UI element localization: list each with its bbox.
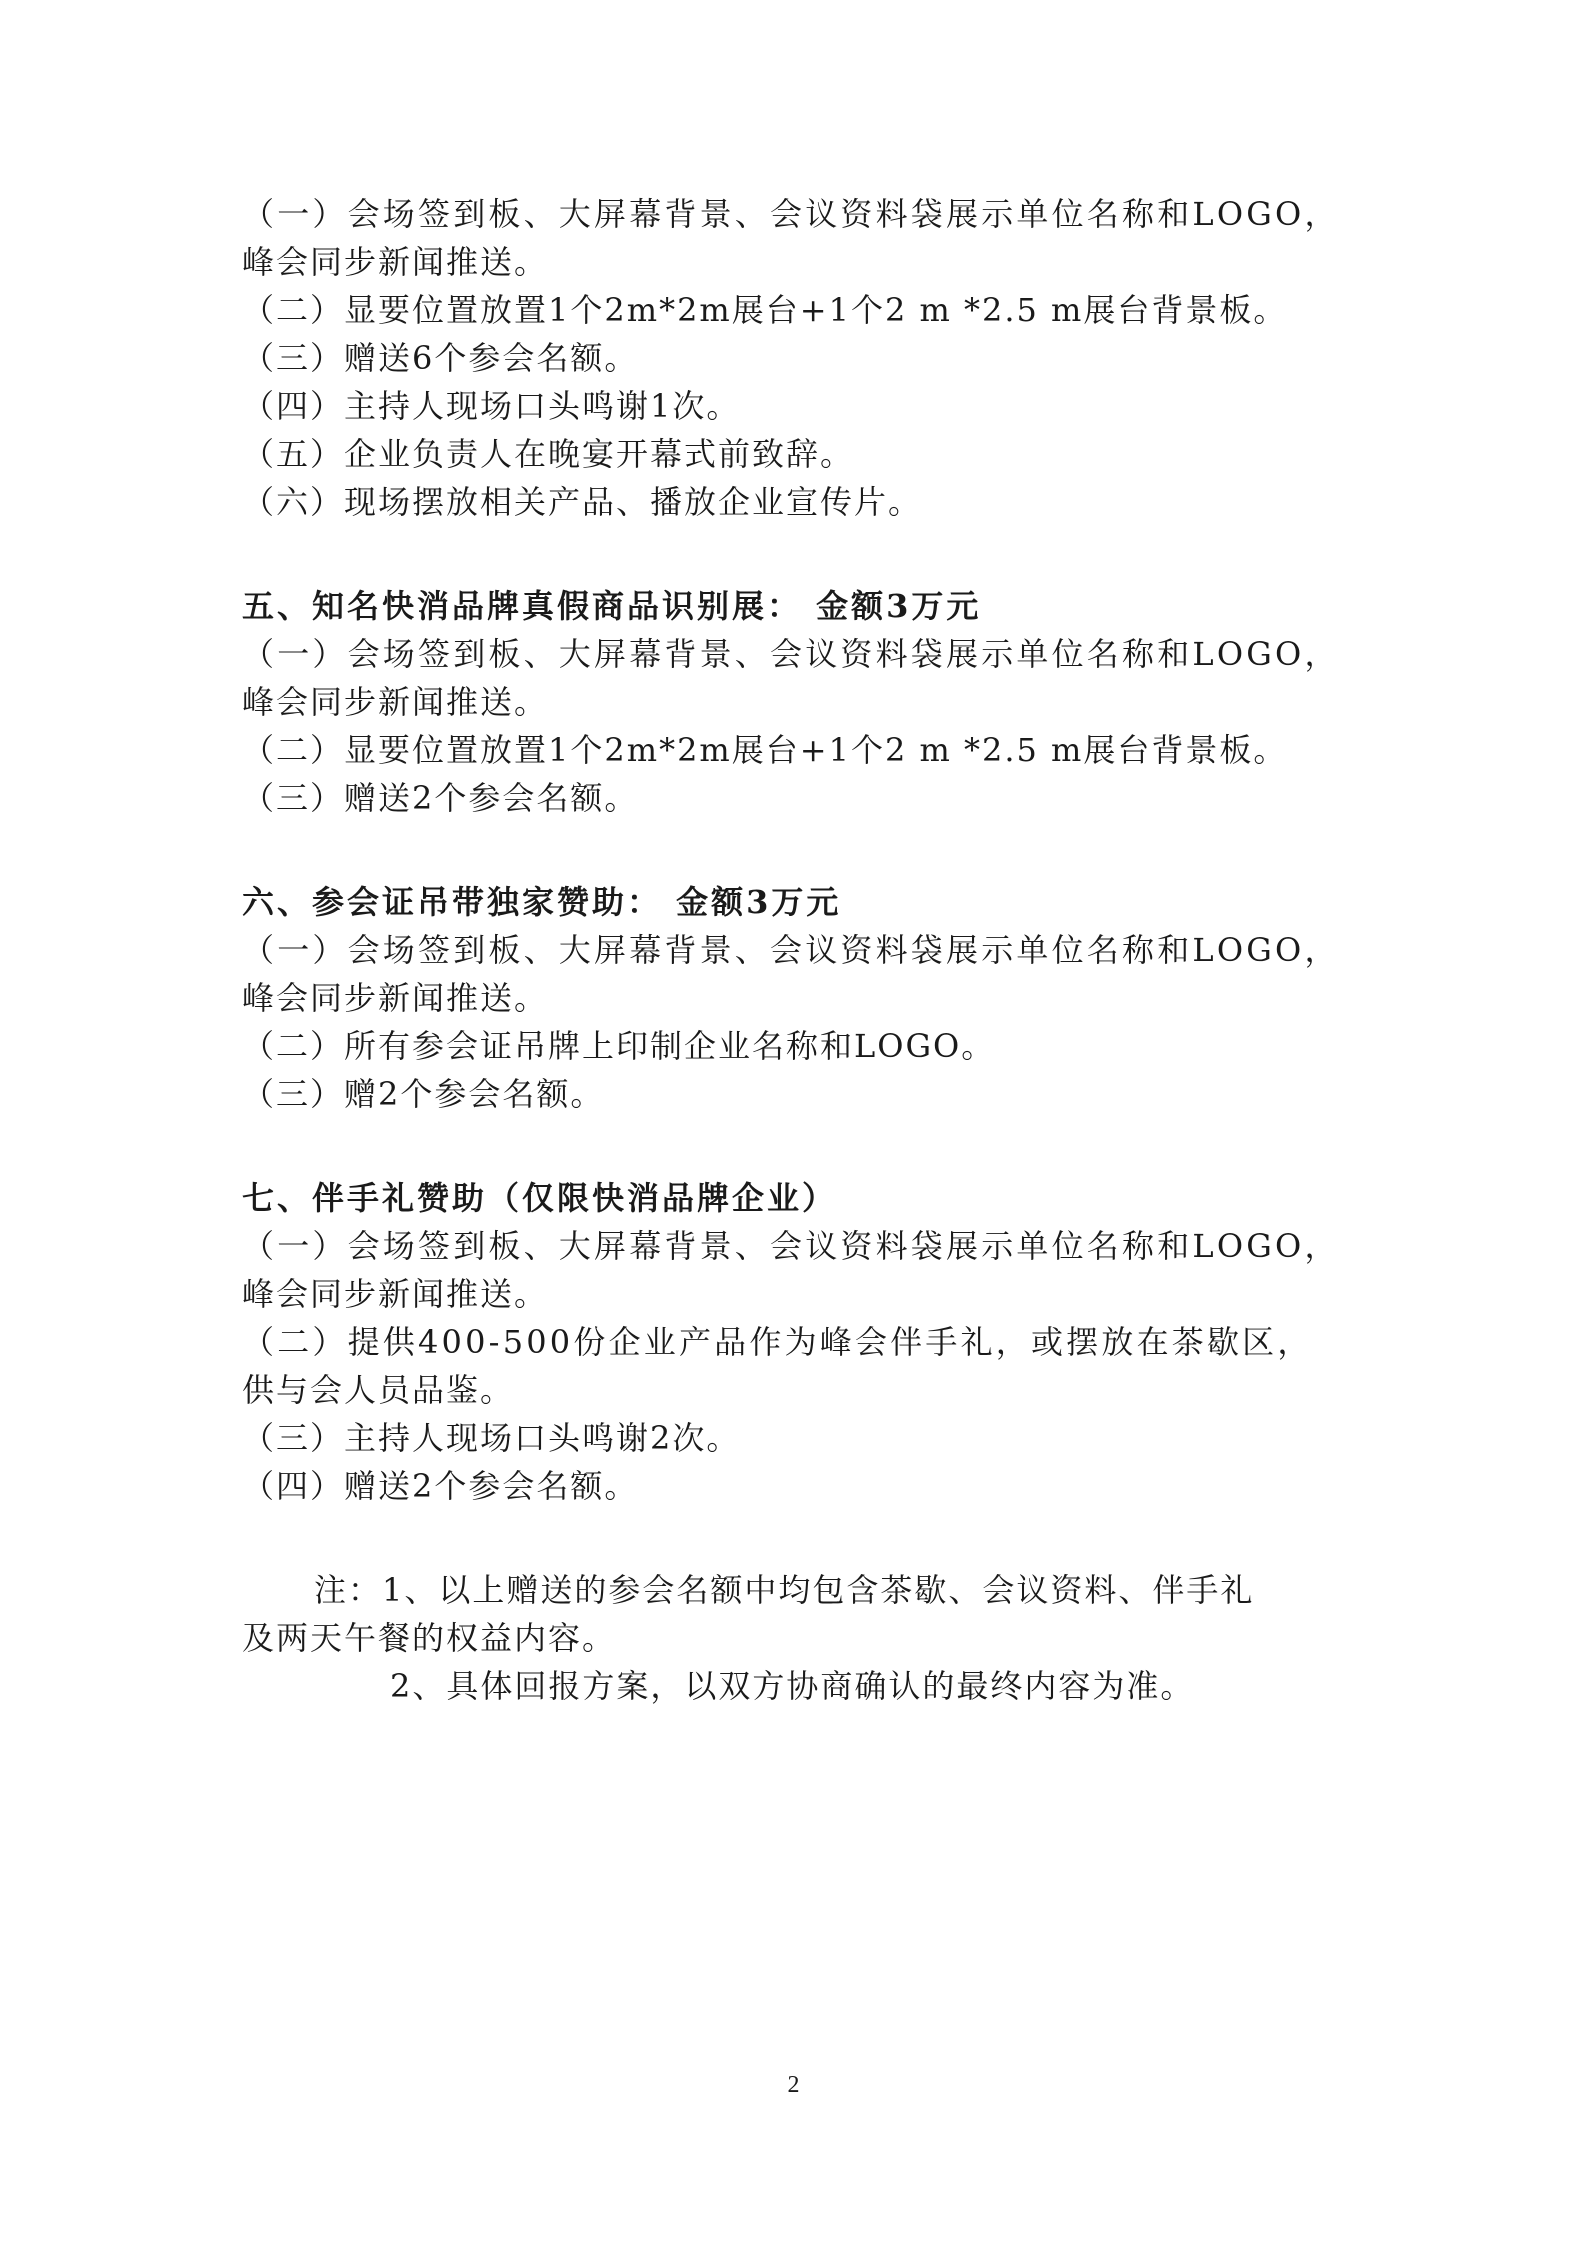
list-item: （四）主持人现场口头鸣谢1次。 [242, 387, 741, 425]
list-item-continuation: 峰会同步新闻推送。 [242, 683, 549, 721]
section-heading: 六、参会证吊带独家赞助： 金额3万元 [242, 883, 842, 921]
document-body [242, 190, 1362, 1710]
page-number: 2 [787, 2072, 800, 2098]
list-item: （三）赠2个参会名额。 [242, 1075, 605, 1113]
list-item: （一）会场签到板、大屏幕背景、会议资料袋展示单位名称和LOGO， [242, 635, 1340, 673]
section-six [242, 878, 1362, 1118]
list-item: （二）显要位置放置1个2m*2m展台+1个2 m *2.5 m展台背景板。 [242, 291, 1288, 329]
list-item: （一）会场签到板、大屏幕背景、会议资料袋展示单位名称和LOGO， [242, 1227, 1340, 1265]
list-item-continuation: 峰会同步新闻推送。 [242, 979, 549, 1017]
list-item: （六）现场摆放相关产品、播放企业宣传片。 [242, 483, 923, 521]
section-gap [242, 1510, 1362, 1566]
list-item: （二）显要位置放置1个2m*2m展台+1个2 m *2.5 m展台背景板。 [242, 731, 1288, 769]
list-item: （三）主持人现场口头鸣谢2次。 [242, 1419, 741, 1457]
list-item: （五）企业负责人在晚宴开幕式前致辞。 [242, 435, 855, 473]
section-seven [242, 1174, 1362, 1510]
section-gap [242, 526, 1362, 582]
list-item: （三）赠送6个参会名额。 [242, 339, 639, 377]
section-gap [242, 1118, 1362, 1174]
list-item: （二）所有参会证吊牌上印制企业名称和LOGO。 [242, 1027, 996, 1065]
list-item-continuation: 峰会同步新闻推送。 [242, 1275, 549, 1313]
list-item-continuation: 峰会同步新闻推送。 [242, 243, 549, 281]
list-item: （一）会场签到板、大屏幕背景、会议资料袋展示单位名称和LOGO， [242, 195, 1340, 233]
list-item: （三）赠送2个参会名额。 [242, 779, 639, 817]
note-block [242, 1566, 1362, 1710]
section-five [242, 582, 1362, 822]
note-line: 及两天午餐的权益内容。 [242, 1619, 617, 1657]
section-continued [242, 190, 1362, 526]
section-heading: 七、伴手礼赞助（仅限快消品牌企业） [242, 1179, 838, 1217]
list-item-continuation: 供与会人员品鉴。 [242, 1371, 515, 1409]
section-heading: 五、知名快消品牌真假商品识别展： 金额3万元 [242, 587, 982, 625]
note-line: 注：1、以上赠送的参会名额中均包含茶歇、会议资料、伴手礼 [314, 1571, 1255, 1609]
list-item: （二）提供400-500份企业产品作为峰会伴手礼，或摆放在茶歇区， [242, 1323, 1313, 1361]
note-line: 2、具体回报方案，以双方协商确认的最终内容为准。 [390, 1667, 1195, 1705]
list-item: （四）赠送2个参会名额。 [242, 1467, 639, 1505]
section-gap [242, 822, 1362, 878]
list-item: （一）会场签到板、大屏幕背景、会议资料袋展示单位名称和LOGO， [242, 931, 1340, 969]
